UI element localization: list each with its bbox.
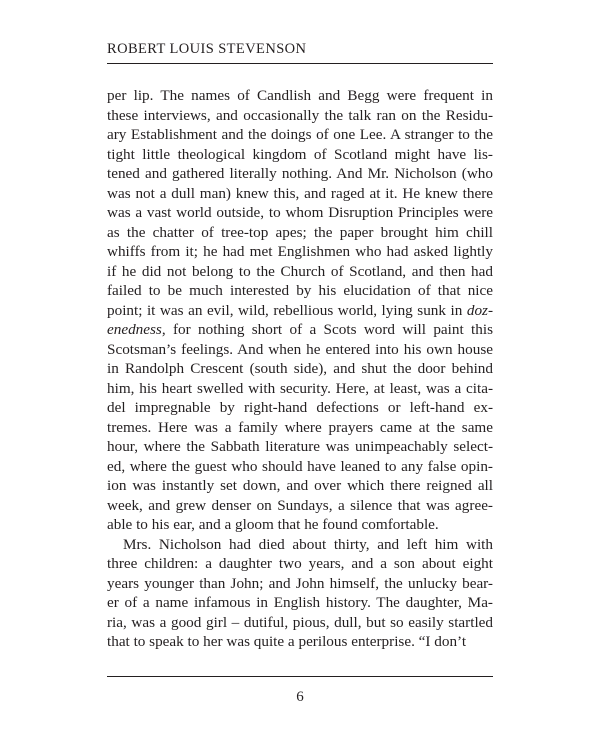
text-line xyxy=(107,145,493,165)
text-line xyxy=(107,613,493,633)
text-line xyxy=(107,496,493,516)
text-line xyxy=(107,164,493,184)
text-segment: tight little theological kingdom of Scotland might have lis- xyxy=(107,145,493,163)
text-segment: Mrs. Nicholson had died about thirty, and left him with xyxy=(123,535,493,553)
running-title: ROBERT LOUIS STEVENSON xyxy=(107,41,307,57)
italic-text: doz- xyxy=(466,301,493,319)
text-line xyxy=(107,535,493,555)
text-line xyxy=(107,340,493,360)
footer-rule xyxy=(107,676,493,677)
text-line xyxy=(107,476,493,496)
text-segment: as the chatter of tree-top apes; the paper brought him chill xyxy=(107,223,493,241)
running-header xyxy=(107,40,493,58)
text-segment: if he did not belong to the Church of Scotland, and then had xyxy=(107,262,493,280)
text-line xyxy=(107,574,493,594)
text-line xyxy=(107,125,493,145)
text-segment: that to speak to her was quite a perilous enterprise. “I don’t xyxy=(107,633,467,650)
text-segment: years younger than John; and John himself, the unlucky bear- xyxy=(107,574,493,592)
page-number: 6 xyxy=(296,689,304,705)
text-segment: week, and grew denser on Sundays, a silence that was agree- xyxy=(107,496,493,514)
text-line xyxy=(107,437,493,457)
text-line xyxy=(107,398,493,418)
text-segment: ria, was a good girl – dutiful, pious, dull, but so easily startled xyxy=(107,613,493,631)
text-segment: del impregnable by right-hand defections or left-hand ex- xyxy=(107,399,493,416)
text-segment: ary Establishment and the doings of one Lee. A stranger to the xyxy=(107,126,493,143)
text-segment: these interviews, and occasionally the talk ran on the Residu- xyxy=(107,106,493,124)
text-line xyxy=(107,86,493,106)
body-text xyxy=(107,86,493,652)
text-segment: hour, where the Sabbath literature was unimpeachably select- xyxy=(107,438,493,455)
text-segment: tremes. Here was a family where prayers came at the same xyxy=(107,418,493,436)
text-segment: whiffs from it; he had met Englishmen who had asked lightly xyxy=(107,243,493,260)
text-segment: Scotsman’s feelings. And when he entered into his own house xyxy=(107,340,493,358)
text-segment: ed, where the guest who should have leaned to any false opin- xyxy=(107,457,493,475)
text-line xyxy=(107,106,493,126)
text-segment: three children: a daughter two years, and a son about eight xyxy=(107,555,493,572)
text-line xyxy=(107,515,493,535)
text-line xyxy=(107,301,493,321)
text-line xyxy=(107,203,493,223)
paragraph xyxy=(107,535,493,652)
text-line xyxy=(107,262,493,282)
text-line xyxy=(107,320,493,340)
text-line xyxy=(107,632,493,652)
text-segment: failed to be much interested by his elucidation of that nice xyxy=(107,282,493,299)
text-line xyxy=(107,379,493,399)
header-rule xyxy=(107,63,493,64)
text-segment: , for nothing short of a Scots word will paint this xyxy=(161,321,493,338)
text-segment: him, his heart swelled with security. Here, at least, was a cita- xyxy=(107,379,493,397)
text-segment: er of a name infamous in English history. The daughter, Ma- xyxy=(107,594,493,611)
text-segment: point; it was an evil, wild, rebellious world, lying sunk in xyxy=(107,301,467,319)
text-line xyxy=(107,359,493,379)
text-segment: able to his ear, and a gloom that he found comfortable. xyxy=(107,516,439,533)
text-segment: in Randolph Crescent (south side), and shut the door behind xyxy=(107,360,493,377)
text-line xyxy=(107,418,493,438)
text-segment: was a vast world outside, to whom Disruption Principles were xyxy=(107,204,493,221)
italic-text: enedness xyxy=(107,321,162,338)
text-line xyxy=(107,223,493,243)
text-line xyxy=(107,242,493,262)
paragraph xyxy=(107,86,493,535)
text-line xyxy=(107,281,493,301)
text-line xyxy=(107,184,493,204)
text-segment: was not a dull man) knew this, and raged at it. He knew there xyxy=(107,184,493,202)
text-line xyxy=(107,554,493,574)
text-line xyxy=(107,457,493,477)
text-segment: tened and gathered literally nothing. And Mr. Nicholson (who xyxy=(107,165,493,182)
text-line xyxy=(107,593,493,613)
text-segment: per lip. The names of Candlish and Begg were frequent in xyxy=(107,87,493,104)
text-segment: ion was instantly set down, and over which there reigned all xyxy=(107,477,493,494)
